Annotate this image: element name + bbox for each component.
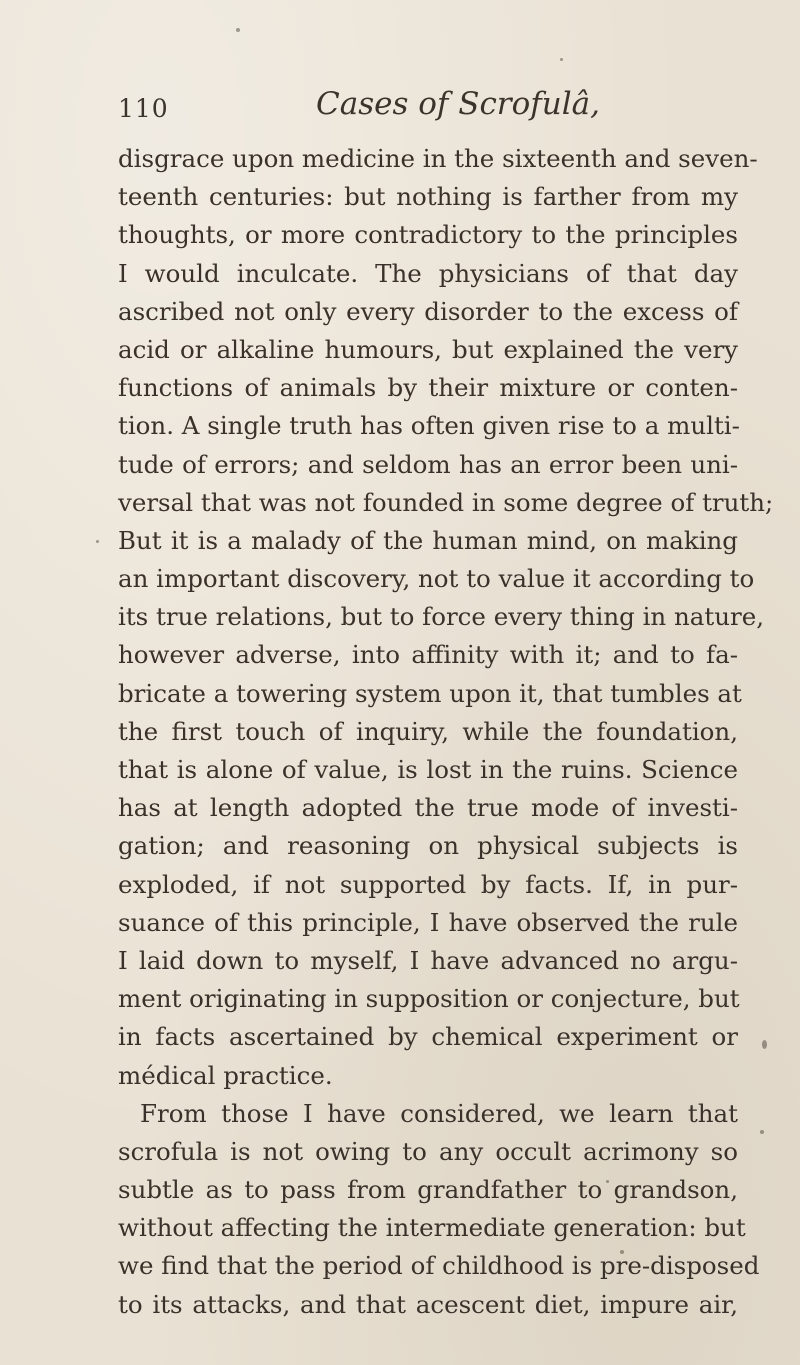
text-line: tude of errors; and seldom has an error been uni- [118, 449, 738, 479]
text-line: But it is a malady of the human mind, on making [118, 525, 738, 555]
text-line: I laid down to myself, I have advanced no argu- [118, 945, 738, 975]
text-line: has at length adopted the true mode of investi- [118, 793, 738, 823]
text-line: its true relations, but to force every thing in nature, [118, 602, 764, 632]
text-line: bricate a towering system upon it, that tumbles at [118, 678, 742, 708]
paper-speck [236, 28, 240, 32]
text-line: an important discovery, not to value it according to [118, 564, 755, 594]
text-line: thoughts, or more contradictory to the principles [118, 220, 738, 250]
text-line: acid or alkaline humours, but explained the very [118, 334, 738, 364]
text-line: ascribed not only every disorder to the excess of [118, 296, 738, 326]
text-line: I would inculcate. The physicians of that day [118, 258, 738, 288]
text-line: however adverse, into affinity with it; and to fa- [118, 640, 738, 670]
text-line: we find that the period of childhood is pre-disposed [118, 1251, 760, 1281]
text-line: subtle as to pass from grandfather to grandson, [118, 1175, 738, 1205]
text-line: ment originating in supposition or conjecture, but [118, 984, 740, 1014]
text-line: gation; and reasoning on physical subjects is [118, 831, 738, 861]
text-line: that is alone of value, is lost in the ruins. Science [118, 755, 738, 784]
page-number: 110 [118, 94, 169, 123]
text-line: the first touch of inquiry, while the foundation, [118, 716, 738, 746]
running-title: Cases of Scrofulâ, [316, 86, 600, 122]
text-line-paragraph-end: médical practice. [118, 1060, 333, 1090]
text-line: versal that was not founded in some degree of truth; [118, 487, 774, 517]
body-text [118, 140, 774, 1324]
running-head [118, 86, 738, 126]
text-line: disgrace upon medicine in the sixteenth and seven- [118, 144, 758, 173]
paper-speck [762, 1040, 767, 1049]
paper-speck [760, 1130, 764, 1134]
text-line: exploded, if not supported by facts. If, in pur- [118, 869, 738, 899]
paper-speck [560, 58, 563, 61]
text-line: tion. A single truth has often given rise to a multi- [118, 411, 740, 441]
text-line: in facts ascertained by chemical experiment or [118, 1022, 738, 1052]
text-line-paragraph-start: From those I have considered, we learn that [140, 1098, 738, 1128]
text-line: without affecting the intermediate generation: but [118, 1213, 746, 1243]
paper-speck [96, 540, 99, 543]
text-line: suance of this principle, I have observed the rule [118, 907, 738, 937]
paper-speck [620, 1250, 624, 1254]
paper-speck [606, 1180, 609, 1183]
text-line: teenth centuries: but nothing is farther from my [118, 182, 738, 212]
text-line: functions of animals by their mixture or conten- [118, 373, 738, 403]
text-line: to its attacks, and that acescent diet, impure air, [118, 1289, 738, 1319]
text-line: scrofula is not owing to any occult acrimony so [118, 1136, 738, 1166]
